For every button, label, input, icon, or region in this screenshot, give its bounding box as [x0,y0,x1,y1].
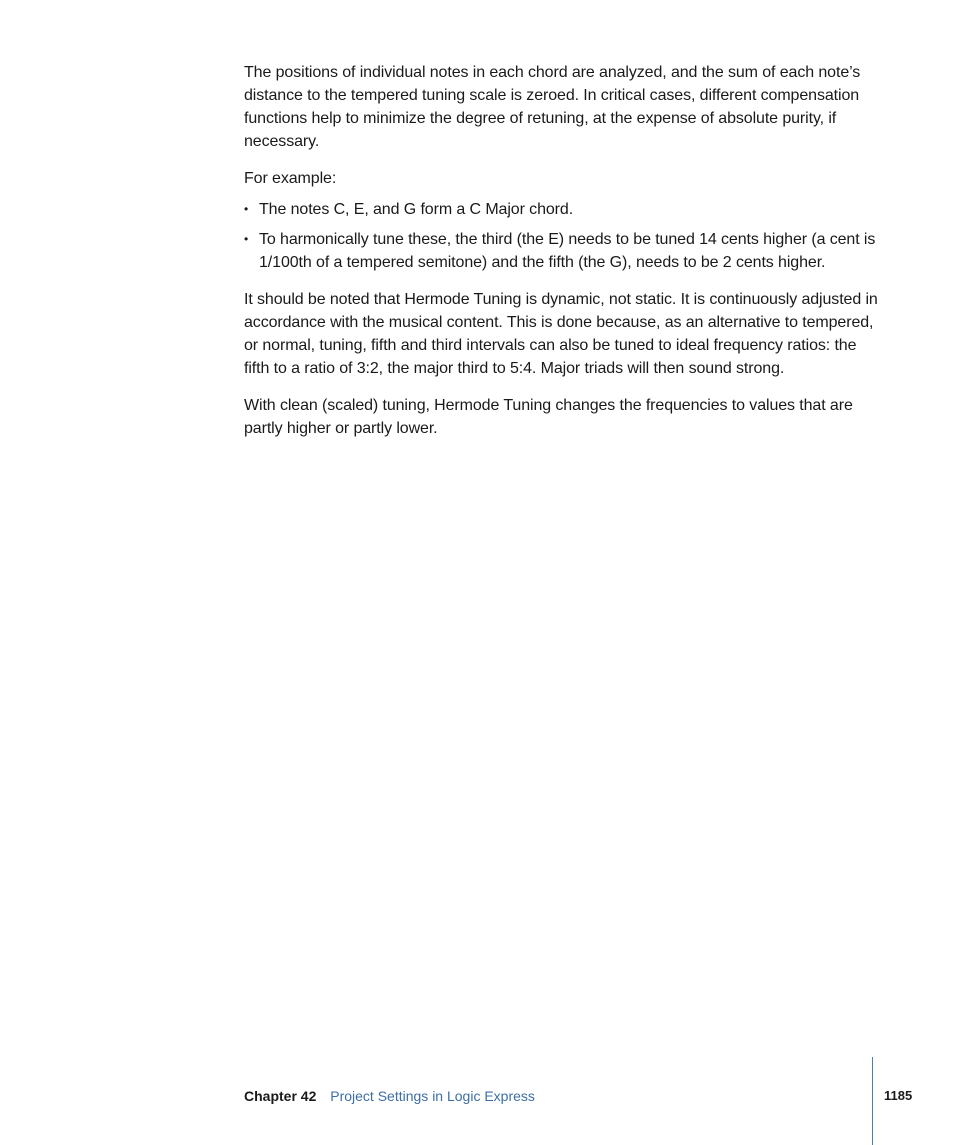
bullet-text: The notes C, E, and G form a C Major chord. [259,201,574,218]
bullet-item [244,228,880,274]
paragraph-chord-analysis: The positions of individual notes in each chord are analyzed, and the sum of each note’s distance to the tempered tuning scale is zeroed. In critical cases, different compensation functions help to minimize the degree of retuning, at the expense of absolute purity, if necessary. [244,64,861,150]
chapter-label: Chapter 42 [244,1088,317,1104]
paragraph-hermode-dynamic: It should be noted that Hermode Tuning is dynamic, not static. It is continuously adjusted in accordance with the musical content. This is done because, as an alternative to tempered, or normal, tuning, fifth and third intervals can also be tuned to ideal frequency ratios: the fifth to a ratio of 3:2, the major third to 5:4. Major triads will then sound strong. [244,291,878,377]
body-text [244,61,880,454]
bullet-icon: • [244,202,249,216]
paragraph-clean-tuning: With clean (scaled) tuning, Hermode Tuning changes the frequencies to values that are partly higher or partly lower. [244,397,853,437]
bullet-item [244,198,880,221]
bullet-list [244,198,880,274]
bullet-text: To harmonically tune these, the third (the E) needs to be tuned 14 cents higher (a cent is 1/100th of a tempered semitone) and the fifth (the G), needs to be 2 cents higher. [259,231,876,271]
footer-divider [872,1057,873,1145]
paragraph-for-example: For example: [244,170,337,187]
chapter-title-link[interactable]: Project Settings in Logic Express [330,1088,535,1104]
bullet-icon: • [244,232,249,246]
page-number: 1185 [884,1088,913,1103]
page-footer [244,1087,535,1105]
